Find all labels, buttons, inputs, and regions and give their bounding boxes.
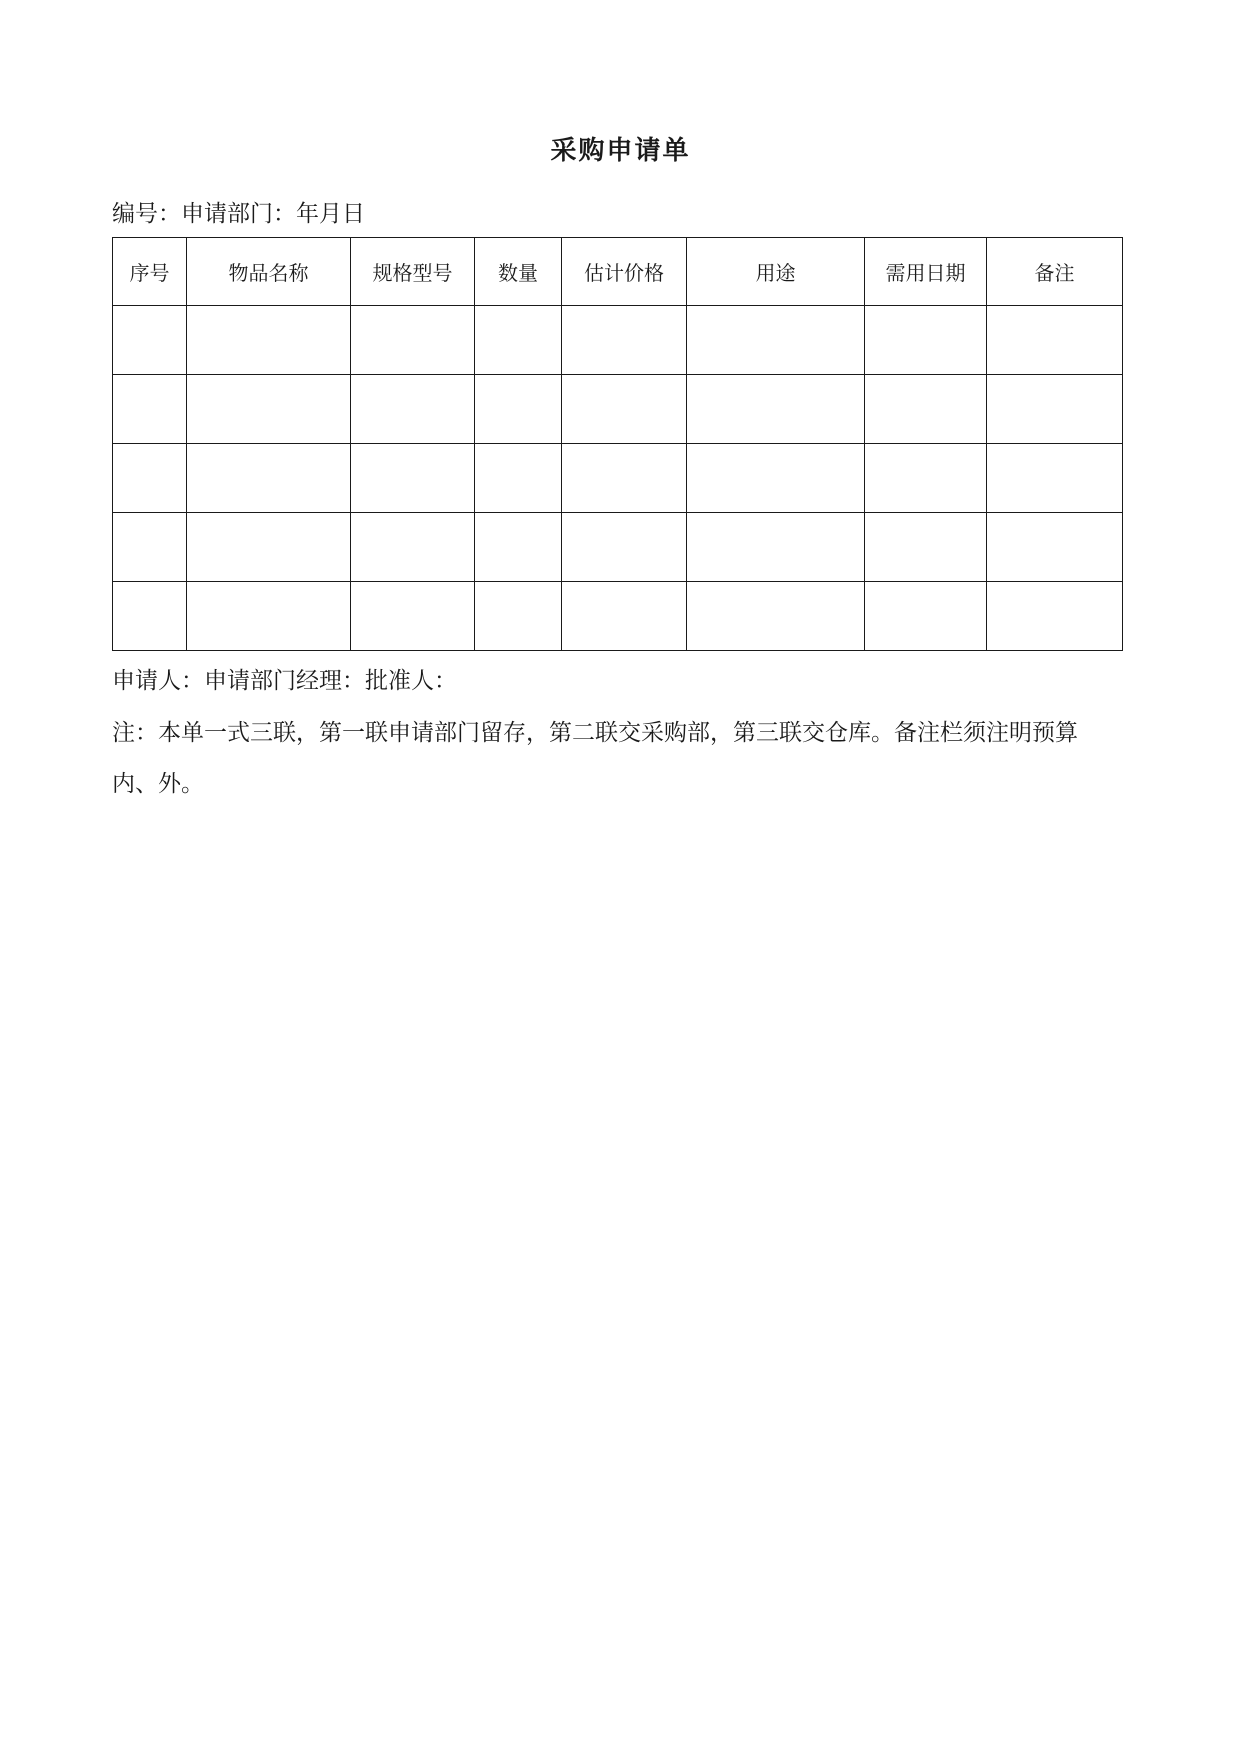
header-required-date: 需用日期 [865,238,987,306]
table-row [113,582,1123,651]
meta-line: 编号：申请部门：年月日 [112,201,365,227]
purpose-cell[interactable] [687,306,865,375]
note-text: 注：本单一式三联，第一联申请部门留存，第二联交采购部，第三联交仓库。备注栏须注明预算内、外。 [112,720,1078,797]
header-purpose: 用途 [687,238,865,306]
remarks-cell[interactable] [987,306,1123,375]
estimated-price-cell[interactable] [562,306,687,375]
spec-model-cell[interactable] [351,306,475,375]
required-date-cell[interactable] [865,375,987,444]
header-spec-model: 规格型号 [351,238,475,306]
spec-model-cell[interactable] [351,444,475,513]
quantity-cell[interactable] [475,582,562,651]
required-date-cell[interactable] [865,513,987,582]
serial-number-cell[interactable] [113,375,187,444]
item-name-cell[interactable] [187,306,351,375]
required-date-cell[interactable] [865,306,987,375]
purpose-cell[interactable] [687,582,865,651]
table-row [113,375,1123,444]
spec-model-cell[interactable] [351,375,475,444]
purpose-cell[interactable] [687,513,865,582]
table-body [113,306,1123,651]
purpose-cell[interactable] [687,444,865,513]
serial-number-cell[interactable] [113,582,187,651]
header-item-name: 物品名称 [187,238,351,306]
estimated-price-cell[interactable] [562,375,687,444]
serial-number-cell[interactable] [113,444,187,513]
purchase-request-table [112,237,1123,651]
table-row [113,306,1123,375]
header-remarks: 备注 [987,238,1123,306]
remarks-cell[interactable] [987,444,1123,513]
estimated-price-cell[interactable] [562,513,687,582]
serial-number-cell[interactable] [113,306,187,375]
table-row [113,513,1123,582]
quantity-cell[interactable] [475,306,562,375]
table-header-row [113,238,1123,306]
signature-line: 申请人：申请部门经理：批准人： [112,668,457,694]
remarks-cell[interactable] [987,513,1123,582]
item-name-cell[interactable] [187,513,351,582]
header-serial-number: 序号 [113,238,187,306]
required-date-cell[interactable] [865,444,987,513]
item-name-cell[interactable] [187,375,351,444]
purpose-cell[interactable] [687,375,865,444]
item-name-cell[interactable] [187,444,351,513]
quantity-cell[interactable] [475,375,562,444]
header-estimated-price: 估计价格 [562,238,687,306]
estimated-price-cell[interactable] [562,582,687,651]
spec-model-cell[interactable] [351,513,475,582]
page-title: 采购申请单 [550,136,691,166]
table-row [113,444,1123,513]
quantity-cell[interactable] [475,444,562,513]
quantity-cell[interactable] [475,513,562,582]
header-quantity: 数量 [475,238,562,306]
spec-model-cell[interactable] [351,582,475,651]
remarks-cell[interactable] [987,582,1123,651]
estimated-price-cell[interactable] [562,444,687,513]
serial-number-cell[interactable] [113,513,187,582]
remarks-cell[interactable] [987,375,1123,444]
item-name-cell[interactable] [187,582,351,651]
required-date-cell[interactable] [865,582,987,651]
